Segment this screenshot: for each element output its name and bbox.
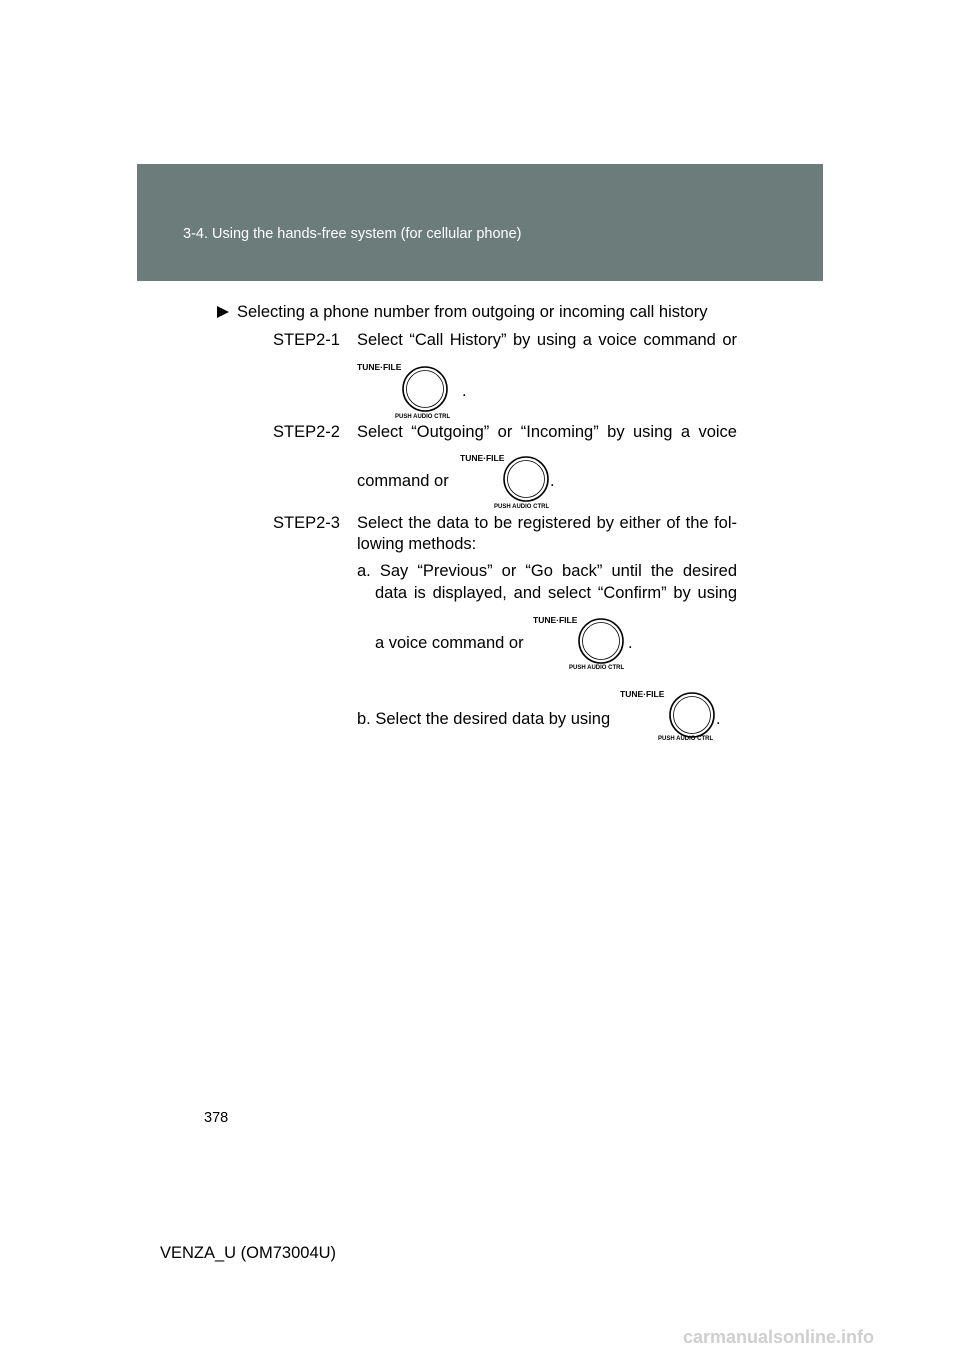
- knob-bottom-label: PUSH AUDIO CTRL: [395, 414, 451, 420]
- substep-text: b. Select the desired data by using: [357, 710, 611, 728]
- substep-text: a. Say “Previous” or “Go back” until the desired: [357, 562, 737, 580]
- step-text: lowing methods:: [357, 535, 477, 553]
- triangle-bullet-icon: [217, 306, 229, 318]
- knob-bottom-label: PUSH AUDIO CTRL: [494, 504, 550, 510]
- tune-file-knob-icon: [620, 688, 720, 748]
- section-title-text: Selecting a phone number from outgoing or incoming call history: [237, 303, 708, 321]
- knob-bottom-label: PUSH AUDIO CTRL: [569, 665, 625, 671]
- knob-bottom-label: PUSH AUDIO CTRL: [658, 736, 714, 742]
- watermark: carmanualsonline.info: [683, 1327, 875, 1347]
- step-text: command or: [357, 472, 449, 490]
- step-suffix: .: [462, 382, 467, 400]
- tune-file-knob-icon: [460, 452, 560, 512]
- document-code: VENZA_U (OM73004U): [160, 1244, 337, 1262]
- substep-suffix: .: [716, 710, 721, 728]
- knob-top-label: TUNE·FILE: [620, 689, 665, 699]
- substep-text: data is displayed, and select “Confirm” by using: [375, 584, 737, 602]
- tune-file-knob-icon: [357, 361, 457, 421]
- page-number: 378: [204, 1110, 229, 1126]
- knob-top-label: TUNE·FILE: [533, 615, 578, 625]
- step-text: Select “Call History” by using a voice command or: [357, 331, 737, 349]
- step-text: Select “Outgoing” or “Incoming” by using a voice: [357, 423, 737, 441]
- tune-file-knob-icon: [533, 614, 633, 674]
- substep-text: a voice command or: [375, 634, 524, 652]
- step-label: STEP2-2: [273, 423, 340, 441]
- step-label: STEP2-3: [273, 514, 340, 532]
- knob-top-label: TUNE·FILE: [357, 362, 402, 372]
- section-title: [217, 303, 708, 322]
- knob-top-label: TUNE·FILE: [460, 453, 505, 463]
- header-title: 3-4. Using the hands-free system (for cellular phone): [183, 226, 522, 242]
- page-header: [137, 164, 823, 281]
- step-suffix: .: [550, 472, 555, 490]
- step-label: STEP2-1: [273, 331, 340, 349]
- step-text: Select the data to be registered by either of the fol-: [357, 514, 737, 532]
- substep-suffix: .: [628, 634, 633, 652]
